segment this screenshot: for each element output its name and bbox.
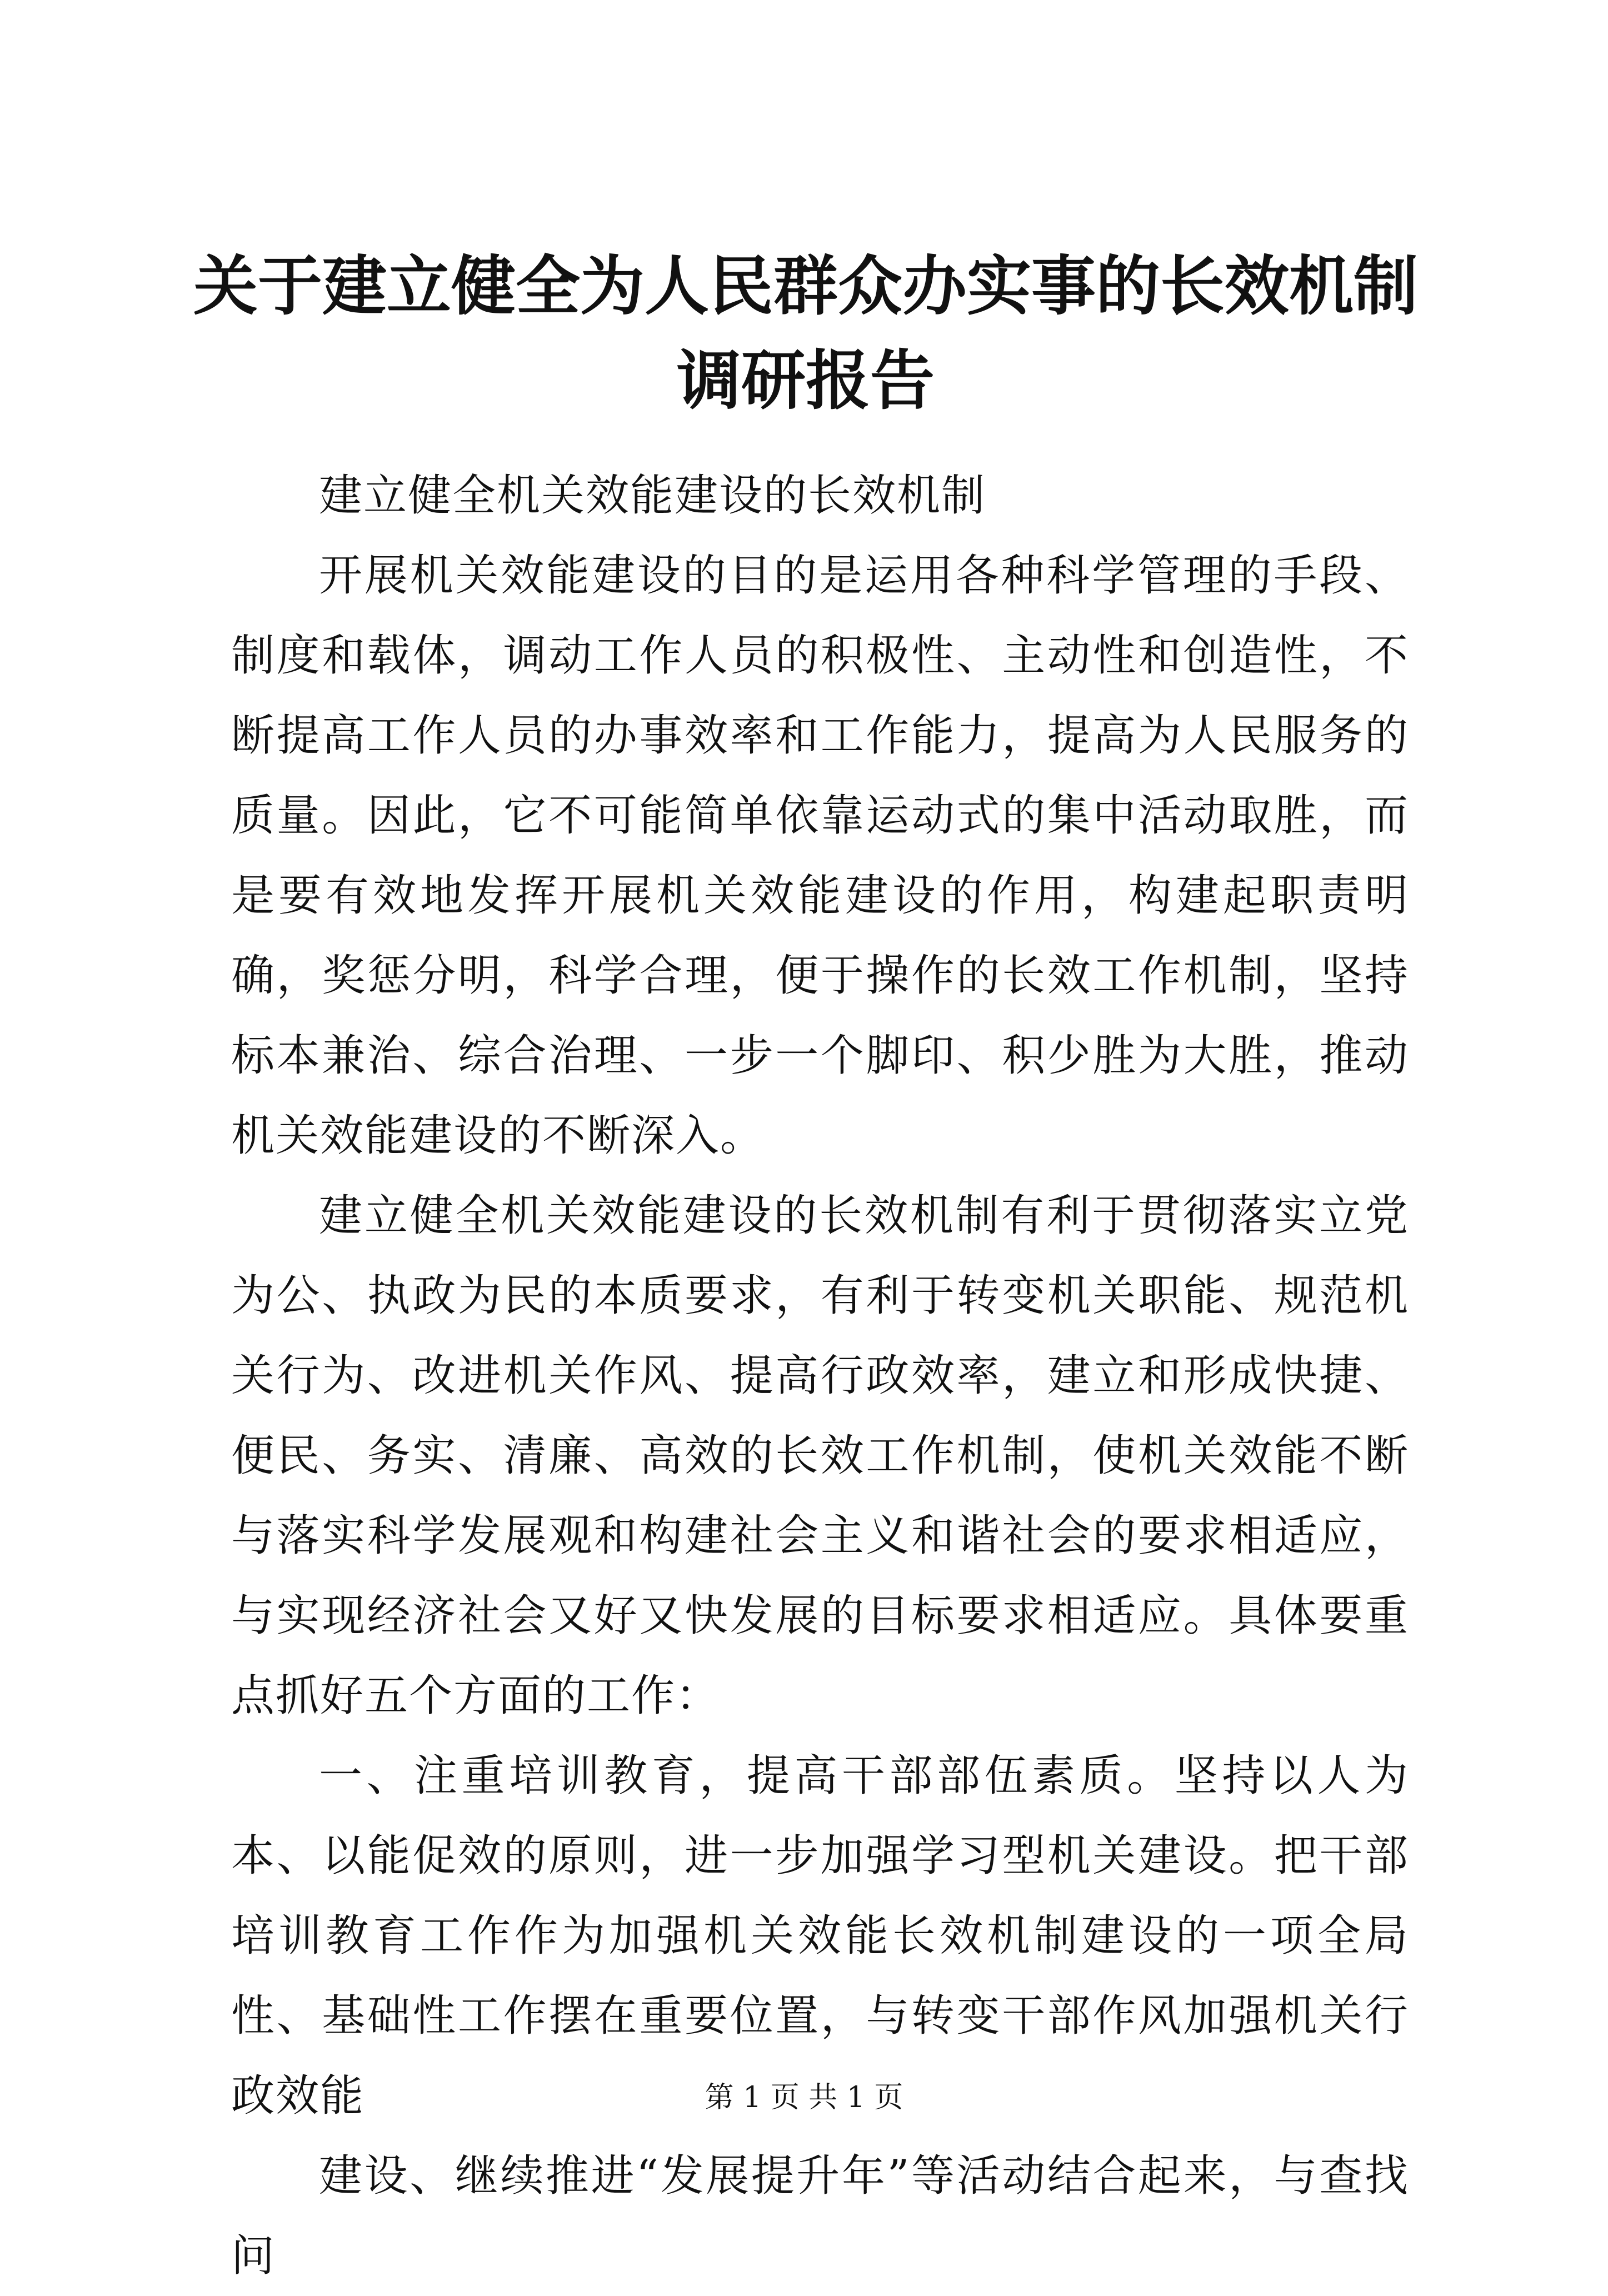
body-paragraph: 建设、继续推进“发展提升年”等活动结合起来，与查找问 <box>231 2151 1409 2281</box>
section-heading: 建立健全机关效能建设的长效机制 <box>319 471 986 521</box>
body-paragraph: 建立健全机关效能建设的长效机制有利于贯彻落实立党为公、执政为民的本质要求，有利于转变机关职能、规范机关行为、改进机关作风、提高行政效率，建立和形成快捷、便民、务实、清廉、高效的长效工作机制，使机关效能不断与落实科学发展观和构建社会主义和谐社会的要求相适应，与实现经济社会又好又快发展的目标要求相适应。具体要重点抓好五个方面的工作： <box>231 1191 1409 1721</box>
document-title: 关于建立健全为人民群众办实事的长效机制调研报告 <box>193 248 1418 418</box>
page-footer: 第 1 页 共 1 页 <box>705 2081 903 2114</box>
body-paragraph: 一、注重培训教育，提高干部部伍素质。坚持以人为本、以能促效的原则，进一步加强学习型机关建设。把干部培训教育工作作为加强机关效能长效机制建设的一项全局性、基础性工作摆在重要位置，与转变干部作风加强机关行政效能 <box>231 1751 1409 2121</box>
document-body <box>231 456 1409 2296</box>
body-paragraph: 开展机关效能建设的目的是运用各种科学管理的手段、制度和载体，调动工作人员的积极性、主动性和创造性，不断提高工作人员的办事效率和工作能力，提高为人民服务的质量。因此，它不可能简单依靠运动式的集中活动取胜，而是要有效地发挥开展机关效能建设的作用，构建起职责明确，奖惩分明，科学合理，便于操作的长效工作机制，坚持标本兼治、综合治理、一步一个脚印、积少胜为大胜，推动机关效能建设的不断深入。 <box>231 551 1409 1161</box>
